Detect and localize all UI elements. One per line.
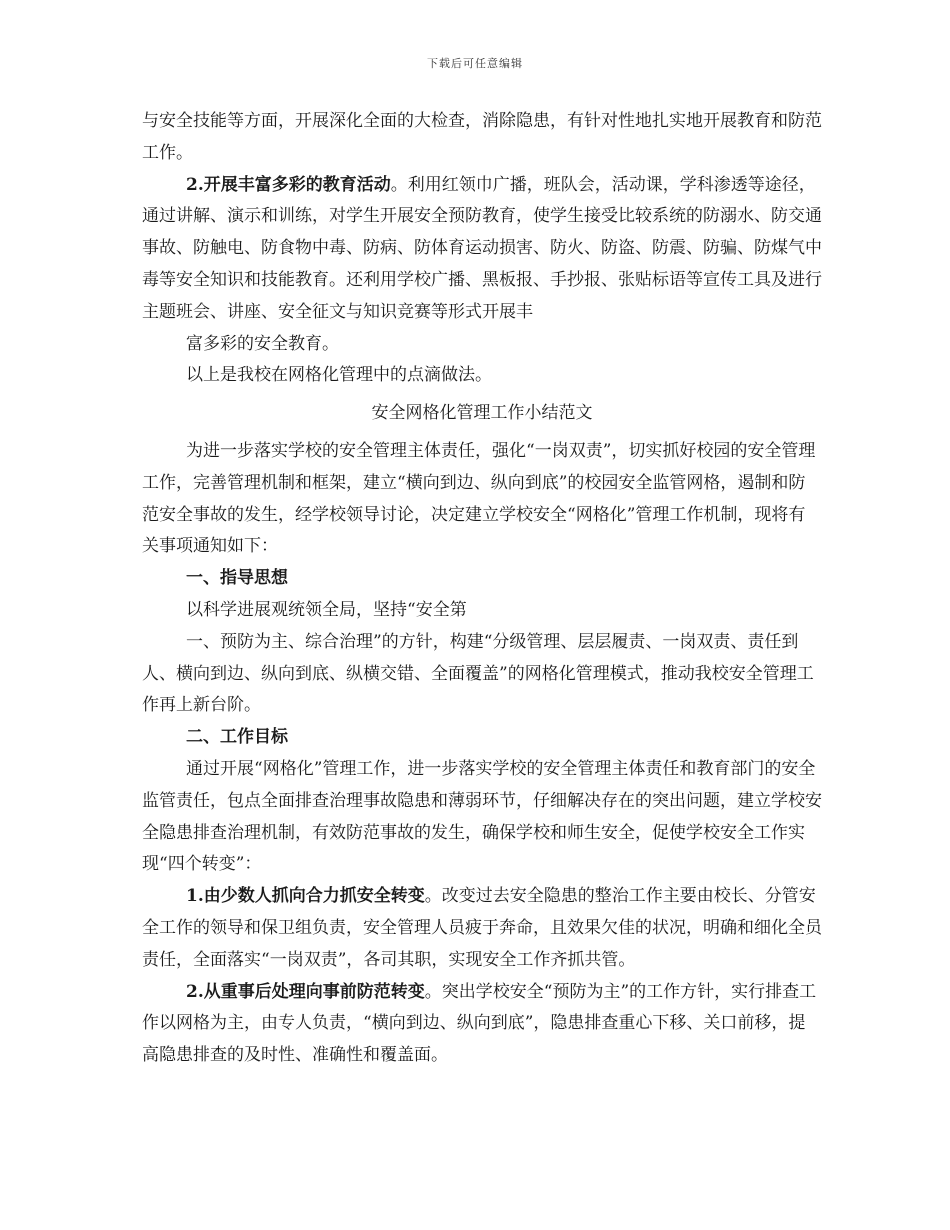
paragraph-text: 。改变过去安全隐患的整治工作主要由校长、分管安全工作的领导和保卫组负责，安全管理人员疲于奔命，且效果欠佳的状况，明确和细化全员责任，全面落实“一岗双责”，各司其职，实现安全工作齐抓共管。	[142, 886, 822, 970]
paragraph: 以上是我校在网格化管理中的点滴做法。	[186, 365, 492, 386]
paragraph	[142, 170, 822, 329]
paragraph: 与安全技能等方面，开展深化全面的大检查，消除隐患，有针对性地扎实地开展教育和防范工作。	[142, 111, 822, 163]
paragraph	[142, 881, 822, 976]
paragraph-text: 。利用红领巾广播，班队会，活动课，学科渗透等途径，通过讲解、演示和训练，对学生开展安全预防教育，使学生接受比较系统的防溺水、防交通事故、防触电、防食物中毒、防病、防体育运动损害、防火、防盗、防震、防骗、防煤气中毒等安全知识和技能教育。还利用学校广播、黑板报、手抄报、张贴标语等宣传工具及进行主题班会、讲座、安全征文与知识竞赛等形式开展丰	[142, 174, 822, 322]
paragraph-lead: 1.由少数人抓向合力抓安全转变	[186, 886, 425, 907]
paragraph: 一、预防为主、综合治理”的方针，构建“分级管理、层层履责、一岗双责、责任到人、横向到边、纵向到底、纵横交错、全面覆盖”的网格化管理模式，推动我校安全管理工作再上新台阶。	[142, 631, 814, 716]
paragraph-lead: 2.开展丰富多彩的教育活动	[186, 174, 391, 195]
paragraph: 以科学进展观统领全局，坚持“安全第	[186, 599, 467, 620]
document-body	[142, 106, 822, 1072]
page-header: 下载后可任意编辑	[427, 57, 523, 70]
paragraph: 为进一步落实学校的安全管理主体责任，强化“一岗双责”，切实抓好校园的安全管理工作，完善管理机制和框架，建立“横向到边、纵向到底”的校园安全监管网格，遏制和防范安全事故的发生，经学校领导讨论，决定建立学校安全“网格化”管理工作机制，现将有关事项通知如下：	[142, 440, 816, 557]
paragraph-lead: 2.从重事后处理向事前防范转变	[186, 981, 425, 1002]
paragraph: 富多彩的安全教育。	[186, 333, 339, 354]
section-heading: 一、指导思想	[186, 568, 288, 589]
paragraph-text: 。突出学校安全“预防为主”的工作方针，实行排查工作以网格为主，由专人负责，“横向到边、纵向到底”，隐患排查重心下移、关口前移，提高隐患排查的及时性、准确性和覆盖面。	[142, 981, 817, 1066]
paragraph	[142, 977, 822, 1072]
section-heading: 二、工作目标	[186, 727, 288, 748]
section-title: 安全网格化管理工作小结范文	[371, 403, 593, 424]
paragraph: 通过开展“网格化”管理工作，进一步落实学校的安全管理主体责任和教育部门的安全监管责任，包点全面排查治理事故隐患和薄弱环节，仔细解决存在的突出问题，建立学校安全隐患排查治理机制，有效防范事故的发生，确保学校和师生安全，促使学校安全工作实现“四个转变”：	[142, 758, 822, 875]
